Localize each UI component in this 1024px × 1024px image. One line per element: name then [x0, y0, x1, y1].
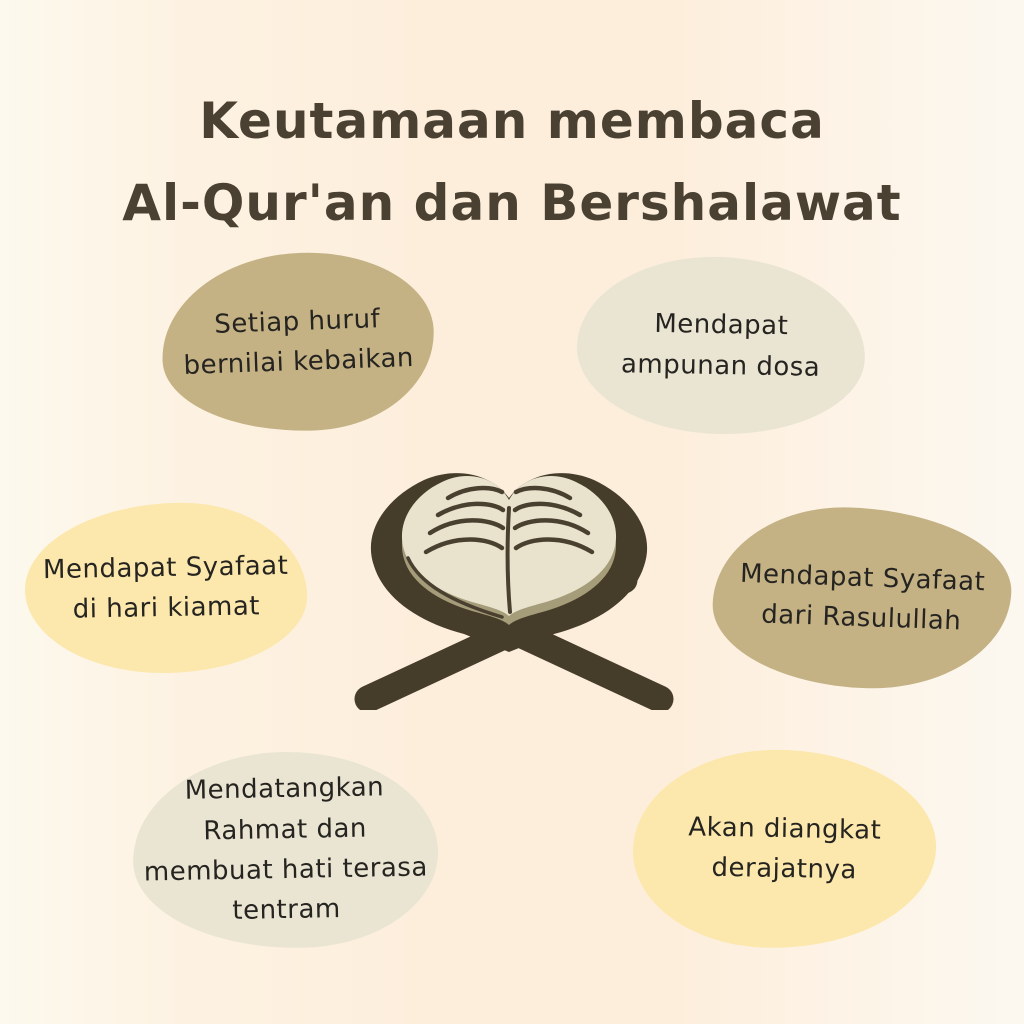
bubble-setiap-huruf-label: Setiap huruf bernilai kebaikan: [183, 303, 415, 381]
bubble-diangkat-derajat-label: Akan diangkat derajatnya: [688, 812, 882, 886]
quran-rehal-icon: [352, 460, 676, 710]
bubble-syafaat-kiamat: [24, 501, 309, 676]
page-title-line-1: Keutamaan membaca: [199, 91, 825, 150]
bubble-syafaat-kiamat-label: Mendapat Syafaat di hari kiamat: [42, 550, 289, 625]
page-title-line-2: Al-Qur'an dan Bershalawat: [122, 173, 902, 232]
bubble-rahmat-tentram: [131, 749, 439, 950]
bubble-syafaat-rasulullah: [710, 503, 1014, 693]
bubble-rahmat-tentram-label: Mendatangkan Rahmat dan membuat hati terasa tentram: [143, 772, 429, 927]
bubble-syafaat-rasulullah-label: Mendapat Syafaat dari Rasulullah: [739, 558, 986, 637]
bubble-setiap-huruf: [159, 248, 437, 435]
bubble-ampunan-dosa: [575, 255, 866, 437]
bubble-diangkat-derajat: [631, 747, 937, 950]
bubble-ampunan-dosa-label: Mendapat ampunan dosa: [620, 309, 821, 383]
page-title: [0, 80, 1024, 244]
